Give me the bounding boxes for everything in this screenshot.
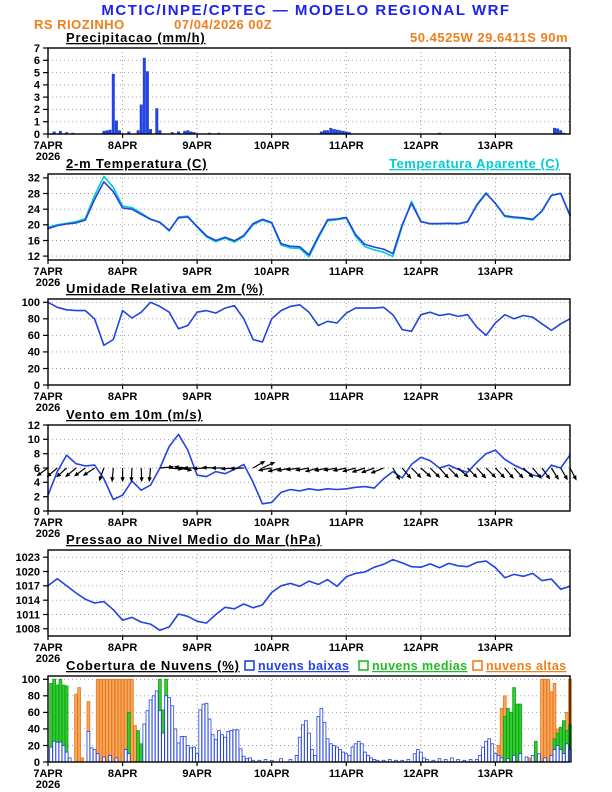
svg-text:40: 40: [27, 723, 40, 736]
svg-text:9APR: 9APR: [182, 516, 212, 529]
svg-text:11APR: 11APR: [328, 140, 364, 152]
svg-text:1017: 1017: [15, 580, 40, 593]
svg-text:8APR: 8APR: [107, 642, 138, 654]
svg-text:5: 5: [33, 67, 40, 80]
svg-text:60: 60: [27, 330, 40, 343]
svg-text:0: 0: [33, 379, 40, 392]
svg-text:9APR: 9APR: [182, 767, 212, 780]
precipitation-plot: [33, 43, 570, 163]
svg-text:80: 80: [27, 690, 40, 703]
svg-text:13APR: 13APR: [477, 391, 514, 403]
wind-panel: [0, 405, 612, 545]
clouds-title: Cobertura de Nuvens (%): [66, 657, 240, 673]
svg-text:7APR: 7APR: [33, 265, 63, 278]
svg-text:0: 0: [33, 756, 40, 769]
svg-text:100: 100: [21, 673, 40, 686]
clouds-plot: [22, 674, 572, 791]
svg-text:7APR: 7APR: [33, 391, 63, 403]
mid-clouds-legend-label: nuvens medias: [372, 658, 468, 673]
pressure-title: Pressao ao Nivel Medio do Mar (hPa): [66, 532, 322, 547]
svg-text:12: 12: [27, 419, 40, 432]
svg-text:100: 100: [21, 297, 40, 310]
svg-text:60: 60: [27, 706, 40, 719]
svg-text:7: 7: [33, 42, 40, 55]
svg-text:11APR: 11APR: [328, 391, 364, 403]
svg-text:2026: 2026: [35, 151, 61, 163]
cloud-legend: [245, 659, 567, 673]
svg-text:8APR: 8APR: [107, 265, 138, 278]
humidity-title: Umidade Relativa em 2m (%): [66, 281, 264, 296]
high-clouds-legend-swatch: [473, 661, 482, 670]
svg-text:1011: 1011: [16, 609, 40, 622]
svg-text:10APR: 10APR: [253, 140, 290, 152]
svg-text:2026: 2026: [35, 778, 61, 791]
svg-text:20: 20: [27, 739, 40, 752]
svg-text:12APR: 12APR: [403, 140, 439, 152]
svg-text:8APR: 8APR: [107, 140, 138, 152]
svg-text:16: 16: [27, 234, 40, 247]
svg-text:1: 1: [33, 116, 40, 129]
svg-text:13APR: 13APR: [477, 140, 514, 152]
svg-text:7APR: 7APR: [33, 767, 63, 780]
svg-text:20: 20: [27, 363, 40, 376]
svg-text:10APR: 10APR: [253, 516, 290, 529]
svg-text:0: 0: [33, 128, 40, 141]
svg-text:12APR: 12APR: [403, 767, 439, 780]
low-clouds-legend-swatch: [245, 661, 254, 670]
temperature-panel: [0, 154, 612, 294]
svg-text:2: 2: [33, 491, 40, 503]
svg-text:4: 4: [33, 476, 40, 489]
svg-text:12APR: 12APR: [403, 516, 439, 529]
svg-text:1020: 1020: [15, 566, 40, 579]
svg-text:7APR: 7APR: [33, 140, 63, 152]
svg-text:6: 6: [33, 462, 40, 475]
run-datetime: 07/04/2026 00Z: [174, 17, 273, 32]
svg-text:13APR: 13APR: [477, 516, 514, 529]
svg-text:8APR: 8APR: [107, 391, 138, 403]
pressure-panel: [0, 527, 612, 670]
svg-text:2026: 2026: [35, 653, 61, 665]
svg-text:1014: 1014: [15, 595, 40, 607]
svg-text:0: 0: [33, 505, 40, 518]
svg-text:28: 28: [27, 187, 40, 200]
temperature-title: 2-m Temperatura (C): [66, 155, 208, 171]
svg-text:40: 40: [27, 346, 40, 359]
svg-text:13APR: 13APR: [477, 642, 514, 654]
svg-text:9APR: 9APR: [182, 391, 212, 403]
svg-text:3: 3: [33, 91, 40, 104]
svg-text:6: 6: [33, 55, 40, 68]
temperature-plot: [28, 172, 570, 288]
svg-text:10APR: 10APR: [253, 767, 290, 780]
svg-text:13APR: 13APR: [477, 767, 514, 780]
svg-text:4: 4: [33, 79, 40, 92]
svg-text:8: 8: [33, 448, 40, 460]
model-title: MCTIC/INPE/CPTEC — MODELO REGIONAL WRF: [101, 2, 511, 19]
svg-text:7APR: 7APR: [33, 642, 63, 654]
high-clouds-legend-label: nuvens altas: [486, 658, 567, 673]
svg-text:10: 10: [27, 433, 40, 446]
clouds-panel: [0, 656, 612, 792]
svg-text:12APR: 12APR: [403, 391, 439, 403]
wind-title: Vento em 10m (m/s): [66, 406, 203, 422]
svg-text:9APR: 9APR: [182, 265, 212, 278]
low-clouds-legend-label: nuvens baixas: [258, 658, 350, 673]
svg-text:12APR: 12APR: [403, 265, 439, 278]
station-name: RS RIOZINHO: [34, 17, 125, 32]
svg-text:11APR: 11APR: [328, 767, 364, 780]
svg-text:11APR: 11APR: [328, 516, 364, 529]
precipitation-panel: [0, 28, 612, 168]
svg-text:24: 24: [27, 203, 40, 216]
humidity-plot: [22, 297, 570, 414]
svg-text:12APR: 12APR: [403, 642, 439, 654]
pressure-plot: [16, 550, 570, 665]
svg-text:11APR: 11APR: [328, 642, 364, 654]
humidity-panel: [0, 276, 612, 419]
svg-text:1023: 1023: [15, 552, 40, 564]
apparent-temperature-label: Temperatura Aparente (C): [389, 155, 560, 171]
svg-text:8APR: 8APR: [107, 516, 138, 529]
mid-clouds-legend-swatch: [359, 661, 368, 670]
svg-text:10APR: 10APR: [253, 265, 290, 278]
precipitation-title: Precipitacao (mm/h): [66, 30, 206, 45]
svg-text:11APR: 11APR: [328, 265, 364, 278]
svg-text:12: 12: [27, 250, 40, 263]
location-label: 50.4525W 29.6411S 90m: [410, 30, 568, 45]
svg-text:2026: 2026: [35, 402, 61, 414]
svg-text:20: 20: [27, 219, 40, 232]
svg-text:9APR: 9APR: [182, 140, 212, 152]
svg-text:10APR: 10APR: [253, 391, 290, 403]
svg-text:2026: 2026: [35, 527, 61, 540]
svg-text:7APR: 7APR: [33, 516, 63, 529]
svg-text:2026: 2026: [35, 276, 61, 289]
svg-text:10APR: 10APR: [253, 642, 290, 654]
svg-text:9APR: 9APR: [182, 642, 212, 654]
wind-plot: [28, 419, 576, 539]
svg-text:80: 80: [27, 313, 40, 326]
svg-text:8APR: 8APR: [107, 767, 138, 780]
svg-text:1008: 1008: [15, 623, 40, 636]
svg-text:2: 2: [33, 104, 40, 117]
svg-text:32: 32: [27, 172, 40, 185]
svg-text:13APR: 13APR: [477, 265, 514, 278]
